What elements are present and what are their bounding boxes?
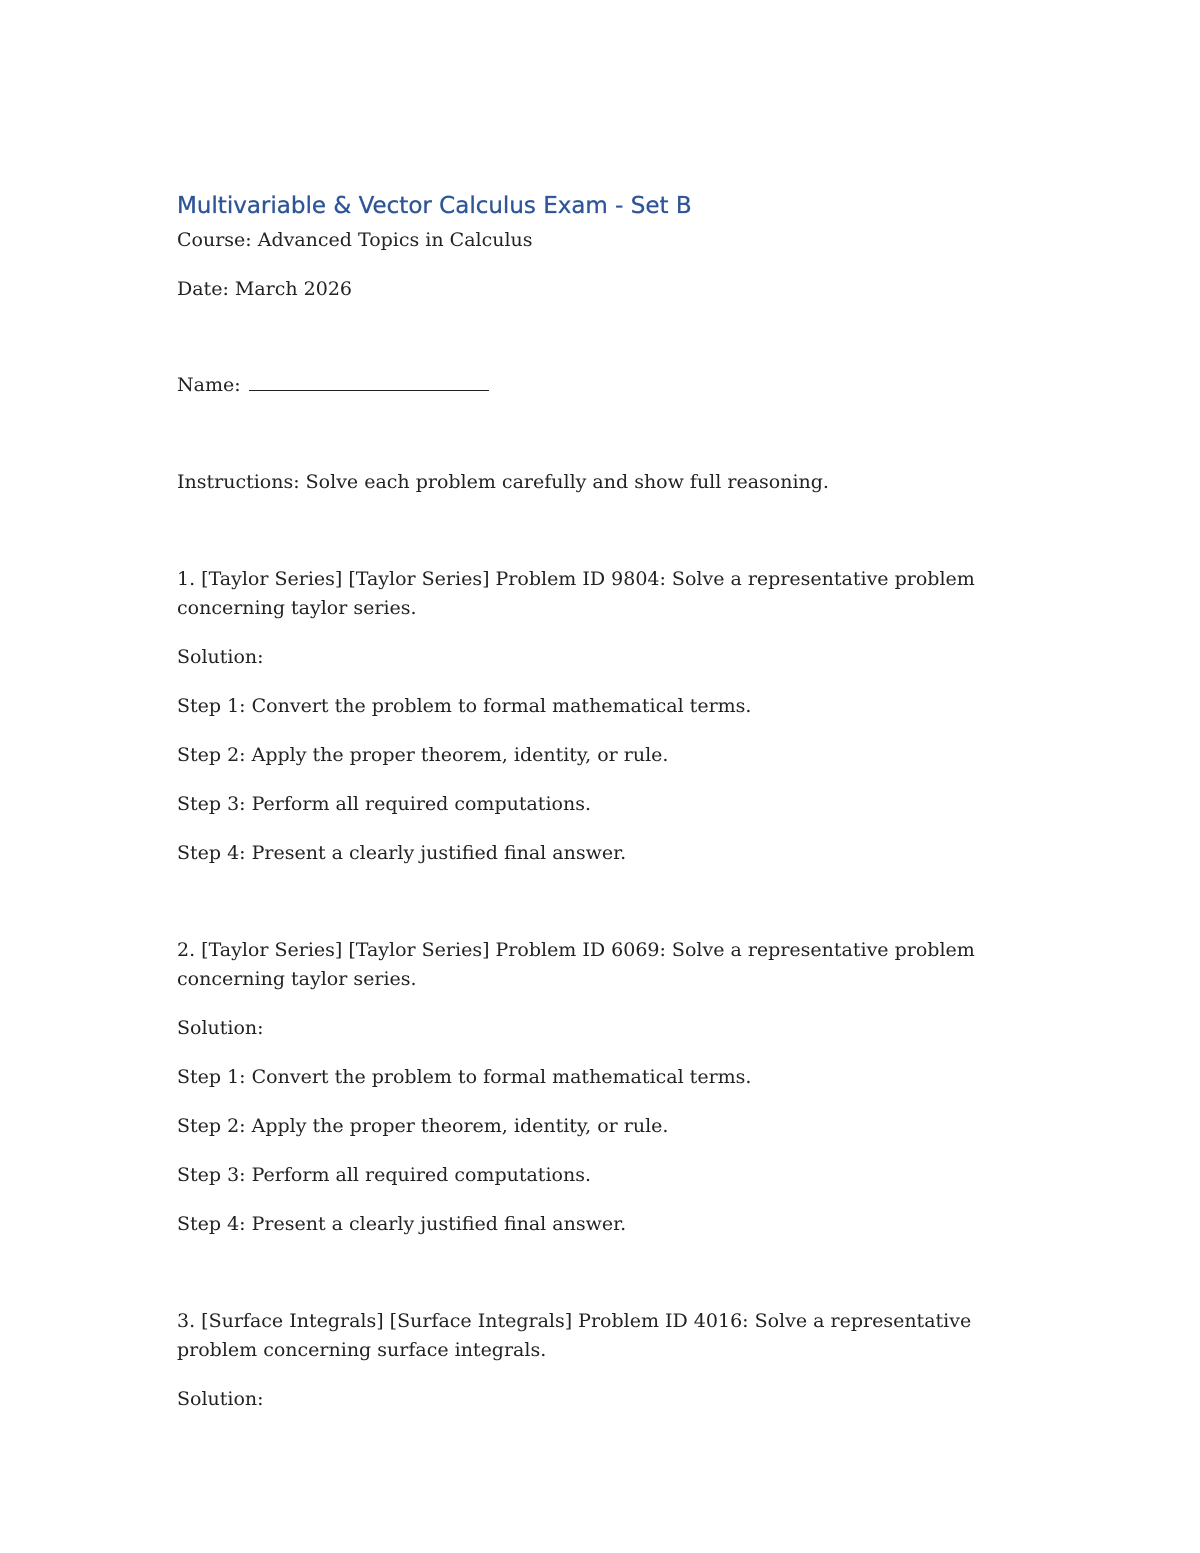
instructions: Instructions: Solve each problem carefully and show full reasoning. [177, 471, 829, 493]
name-blank-line [249, 370, 489, 391]
solution-step: Step 4: Present a clearly justified final answer. [177, 1213, 627, 1235]
solution-step: Step 4: Present a clearly justified final answer. [177, 842, 627, 864]
name-field-line [177, 370, 1037, 400]
solution-step: Step 1: Convert the problem to formal mathematical terms. [177, 695, 752, 717]
solution-label: Solution: [177, 1388, 264, 1410]
solution-step: Step 3: Perform all required computations. [177, 793, 591, 815]
exam-title: Multivariable & Vector Calculus Exam - Set B [177, 193, 692, 219]
problem-statement: 3. [Surface Integrals] [Surface Integrals] Problem ID 4016: Solve a representative problem concerning surface integrals. [177, 1310, 972, 1361]
document-body [177, 186, 1037, 1414]
solution-label: Solution: [177, 646, 264, 668]
problem-statement: 1. [Taylor Series] [Taylor Series] Problem ID 9804: Solve a representative problem concerning taylor series. [177, 568, 975, 619]
problem-1 [177, 565, 1037, 868]
solution-step: Step 3: Perform all required computations. [177, 1164, 591, 1186]
solution-label: Solution: [177, 1017, 264, 1039]
solution-step: Step 2: Apply the proper theorem, identity, or rule. [177, 744, 669, 766]
course-line: Course: Advanced Topics in Calculus [177, 229, 533, 251]
problem-2 [177, 936, 1037, 1239]
solution-step: Step 2: Apply the proper theorem, identity, or rule. [177, 1115, 669, 1137]
name-label: Name: [177, 374, 247, 396]
solution-step: Step 1: Convert the problem to formal mathematical terms. [177, 1066, 752, 1088]
problem-3 [177, 1307, 1037, 1414]
problem-statement: 2. [Taylor Series] [Taylor Series] Problem ID 6069: Solve a representative problem concerning taylor series. [177, 939, 975, 990]
date-line: Date: March 2026 [177, 278, 353, 300]
